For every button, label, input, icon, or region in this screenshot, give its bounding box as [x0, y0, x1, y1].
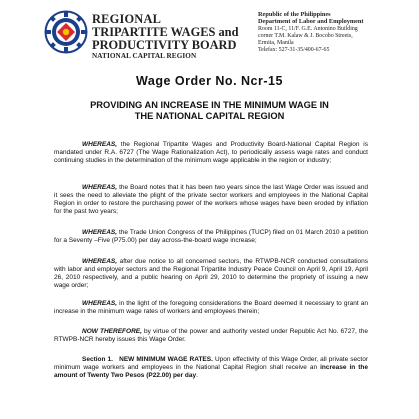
- address-line1: Room 11-C, 11/F. G.E. Antonino Building: [258, 25, 358, 32]
- paragraph-lead: WHEREAS,: [82, 300, 118, 307]
- paragraph-lead: WHEREAS,: [82, 141, 118, 148]
- board-name-block: [92, 13, 238, 61]
- paragraph-text: in the light of the foregoing considerations the Board deemed it necessary to grant an increase in the minimum wage rates of workers and employees therein;: [54, 300, 368, 315]
- paragraph-text: after due notice to all concerned sectors, the RTWPB-NCR conducted consultations with labor and employer sectors and the Regional Tripartite Industry Peace Council on April 9, April 19, April 26, 2010 respectively, and a public hearing on April 29, 2010 to determine the propriety of issuing a new wage order;: [54, 258, 368, 289]
- whereas-paragraph: [54, 258, 368, 290]
- board-line2: TRIPARTITE WAGES and: [92, 25, 239, 39]
- section-1-paragraph: [54, 356, 368, 380]
- address-line2: corner T.M. Kalaw & J. Bocobo Streets,: [258, 32, 353, 39]
- title-line1: PROVIDING AN INCREASE IN THE MINIMUM WAGE IN: [90, 100, 329, 110]
- telefax-line: Telefax: 527-31-35/400-67-65: [258, 47, 330, 54]
- section-emphasis: increase in the amount of Twenty Two Pesos (P22.00) per day: [54, 363, 368, 379]
- whereas-paragraph: [54, 229, 368, 245]
- whereas-paragraph: [54, 300, 368, 316]
- board-line4: NATIONAL CAPITAL REGION: [92, 52, 197, 60]
- board-line3: PRODUCTIVITY BOARD: [92, 38, 237, 52]
- republic-line: Republic of the Philippines: [258, 11, 331, 18]
- whereas-paragraph: [54, 184, 368, 216]
- section-end: .: [196, 371, 198, 379]
- paragraph-text: the Board notes that it has been two years since the last Wage Order was issued and it sees the need to alleviate the plight of the private sector workers and employees in the National Capital Region in order to restore the purchasing power of the workers whose wages have been eroded by inflation for the past two years;: [54, 184, 368, 215]
- dole-gear-seal-icon: [44, 10, 88, 54]
- wage-order-number: Wage Order No. Ncr-15: [136, 74, 283, 88]
- paragraph-text: by virtue of the power and authority vested under Republic Act No. 6727, the RTWPB-NCR hereby issues this Wage Order.: [54, 328, 368, 343]
- whereas-paragraph: [54, 141, 368, 165]
- now-therefore-paragraph: [54, 328, 368, 344]
- paragraph-lead: WHEREAS,: [82, 229, 118, 236]
- section-text: Upon effectivity of this Wage Order, all private sector minimum wage workers and employees in the National Capital Region shall receive an: [54, 356, 368, 371]
- document-title: [30, 100, 389, 122]
- paragraph-lead: NOW THEREFORE,: [82, 328, 142, 335]
- section-label: Section 1.: [82, 356, 113, 363]
- section-heading: NEW MINIMUM WAGE RATES.: [119, 356, 213, 363]
- address-line3: Ermita, Manila: [258, 40, 294, 46]
- paragraph-lead: WHEREAS,: [82, 258, 118, 265]
- department-line: Department of Labor and Employment: [258, 18, 364, 26]
- paragraph-lead: WHEREAS,: [82, 184, 118, 191]
- title-line2: THE NATIONAL CAPITAL REGION: [134, 111, 285, 121]
- paragraph-text: the Regional Tripartite Wages and Productivity Board-National Capital Region is mandated under R.A. 6727 (The Wage Rationalization Act), to periodically assess wage rates and conduct continuing studies in the determination of the minimum wage applicable in the region or industry;: [54, 141, 368, 164]
- department-address-block: [258, 11, 418, 54]
- paragraph-text: the Trade Union Congress of the Philippines (TUCP) filed on 01 March 2010 a petition for a Seventy –Five (P75.00) per day across-the-board wage increase;: [54, 229, 368, 244]
- board-line1: REGIONAL: [92, 12, 162, 26]
